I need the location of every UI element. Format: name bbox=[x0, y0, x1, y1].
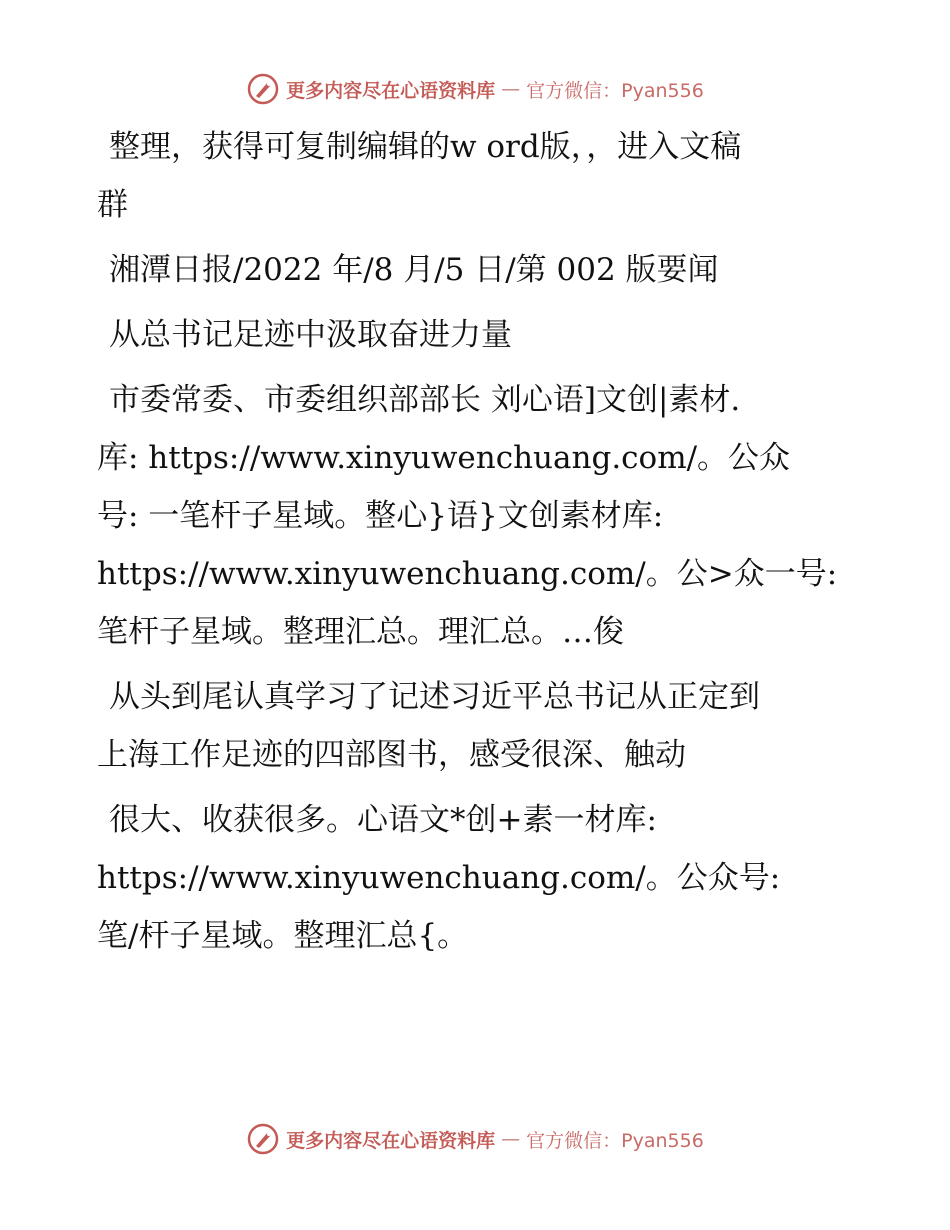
text-line: 笔杆子星域。整理汇总。理汇总。…俊 bbox=[97, 614, 624, 650]
pen-nib-logo-icon bbox=[246, 72, 280, 106]
text-line: 从头到尾认真学习了记述习近平总书记从正定到 bbox=[109, 679, 760, 715]
paragraph-6 bbox=[97, 791, 857, 965]
banner-separator: — bbox=[501, 78, 521, 100]
text-line: 上海工作足迹的四部图书，感受很深、触动 bbox=[97, 737, 686, 773]
text-line: 库: https://www.xinyuwenchuang.com/。公众 bbox=[97, 440, 791, 476]
header-watermark-banner bbox=[0, 72, 950, 106]
paragraph-5 bbox=[97, 668, 857, 784]
banner-wechat-text: 官方微信：Pyan556 bbox=[526, 1129, 704, 1152]
text-line: 笔/杆子星域。整理汇总{。 bbox=[97, 918, 469, 954]
document-body bbox=[97, 118, 857, 972]
article-title: 从总书记足迹中汲取奋进力量 bbox=[109, 317, 512, 353]
paragraph-1 bbox=[97, 118, 857, 234]
pen-nib-logo-icon bbox=[246, 1122, 280, 1156]
banner-main-text: 更多内容尽在心语资料库 bbox=[286, 79, 496, 102]
paragraph-3-heading bbox=[97, 306, 857, 364]
text-line: https://www.xinyuwenchuang.com/。公>众一号: bbox=[97, 556, 838, 592]
text-line: 号: 一笔杆子星域。整心}语}文创素材库: bbox=[97, 498, 664, 534]
banner-separator: — bbox=[501, 1128, 521, 1150]
banner-main-text: 更多内容尽在心语资料库 bbox=[286, 1129, 496, 1152]
banner-wechat-text: 官方微信：Pyan556 bbox=[526, 79, 704, 102]
footer-watermark-banner bbox=[0, 1122, 950, 1156]
text-line: https://www.xinyuwenchuang.com/。公众号: bbox=[97, 860, 781, 896]
text-line: 整理，获得可复制编辑的w ord版，，进入文稿 bbox=[109, 129, 742, 165]
paragraph-4 bbox=[97, 371, 857, 661]
text-line: 湘潭日报/2022 年/8 月/5 日/第 002 版要闻 bbox=[109, 252, 719, 288]
text-line: 很大、收获很多。心语文*创+素一材库: bbox=[109, 802, 657, 838]
text-line: 市委常委、市委组织部部长 刘心语]文创|素材. bbox=[109, 382, 741, 418]
text-line: 群 bbox=[97, 187, 128, 223]
paragraph-2 bbox=[97, 241, 857, 299]
